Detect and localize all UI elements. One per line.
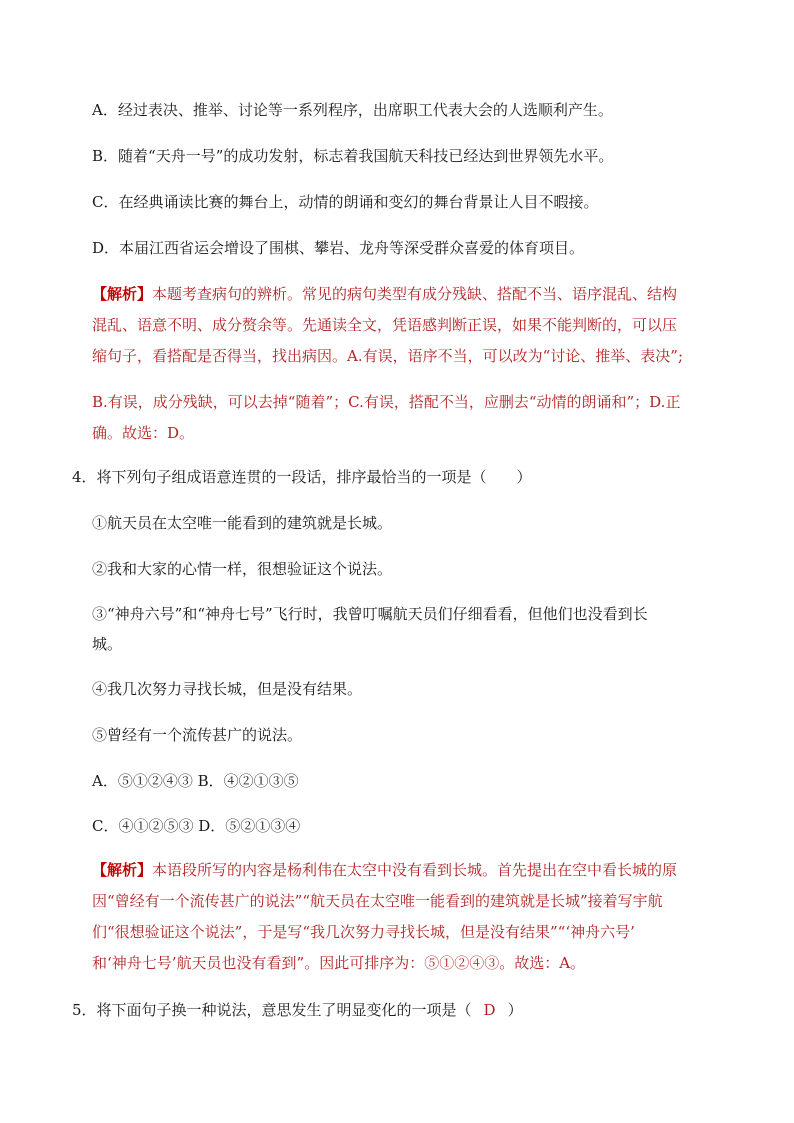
q3-analysis-line-3: 缩句子，看搭配是否得当，找出病因。A.有误，语序不当，可以改为“讨论、推举、表决”; <box>92 347 683 365</box>
q5-answer: D <box>483 1001 496 1019</box>
q4-analysis-tag: 【解析】 <box>92 861 153 879</box>
q3-option-b: B．随着“天舟一号”的成功发射，标志着我国航天科技已经达到世界领先水平。 <box>92 147 614 165</box>
q3-analysis-line-1 <box>92 283 677 305</box>
q5-stem <box>72 999 523 1021</box>
q3-analysis-line-2: 混乱、语意不明、成分赘余等。先通读全文，凭语感判断正误，如果不能判断的，可以压 <box>92 316 678 334</box>
q3-analysis-tag: 【解析】 <box>92 285 153 303</box>
q4-sentence-3-cont: 城。 <box>92 635 123 653</box>
q4-analysis-text-1: 本语段所写的内容是杨利伟在太空中没有看到长城。首先提出在空中看长城的原 <box>152 861 678 879</box>
q4-options-cd: C．④①②⑤③ D．⑤②①③④ <box>92 817 301 835</box>
q4-analysis-line-1 <box>92 859 677 881</box>
q4-stem: 4．将下列句子组成语意连贯的一段话，排序最恰当的一项是（ ） <box>72 468 532 486</box>
q4-analysis-line-4: 和‘神舟七号’航天员也没有看到”。因此可排序为：⑤①②④③。故选：A。 <box>92 954 586 972</box>
q3-analysis-line-5: 确。故选：D。 <box>92 424 195 442</box>
q4-analysis-line-2: 因“曾经有一个流传甚广的说法”“航天员在太空唯一能看到的建筑就是长城”接着写宇航 <box>92 892 663 910</box>
q5-stem-close: ） <box>507 1001 523 1019</box>
q5-stem-text: 5．将下面句子换一种说法，意思发生了明显变化的一项是（ <box>72 1001 472 1019</box>
q4-sentence-1: ①航天员在太空唯一能看到的建筑就是长城。 <box>92 514 393 532</box>
q4-sentence-2: ②我和大家的心情一样，很想验证这个说法。 <box>92 560 393 578</box>
q3-option-c: C．在经典诵读比赛的舞台上，动情的朗诵和变幻的舞台背景让人目不暇接。 <box>92 193 599 211</box>
q3-analysis-text-1: 本题考查病句的辨析。常见的病句类型有成分残缺、搭配不当、语序混乱、结构 <box>152 285 678 303</box>
q4-sentence-3: ③“神舟六号”和“神舟七号”飞行时，我曾叮嘱航天员们仔细看看，但他们也没看到长 <box>92 605 648 623</box>
q3-option-d: D．本届江西省运会增设了围棋、攀岩、龙舟等深受群众喜爱的体育项目。 <box>92 239 585 257</box>
q4-analysis-line-3: 们“很想验证这个说法”，于是写“我几次努力寻找长城，但是没有结果”“‘神舟六号’ <box>92 923 635 941</box>
q4-options-ab: A．⑤①②④③ B．④②①③⑤ <box>92 772 299 790</box>
q3-analysis-line-4: B.有误，成分残缺，可以去掉“随着”；C.有误，搭配不当，应删去“动情的朗诵和”；D.正 <box>92 393 681 411</box>
q3-option-a: A．经过表决、推举、讨论等一系列程序，出席职工代表大会的人选顺利产生。 <box>92 101 613 119</box>
q4-sentence-5: ⑤曾经有一个流传甚广的说法。 <box>92 726 303 744</box>
q4-sentence-4: ④我几次努力寻找长城，但是没有结果。 <box>92 680 363 698</box>
